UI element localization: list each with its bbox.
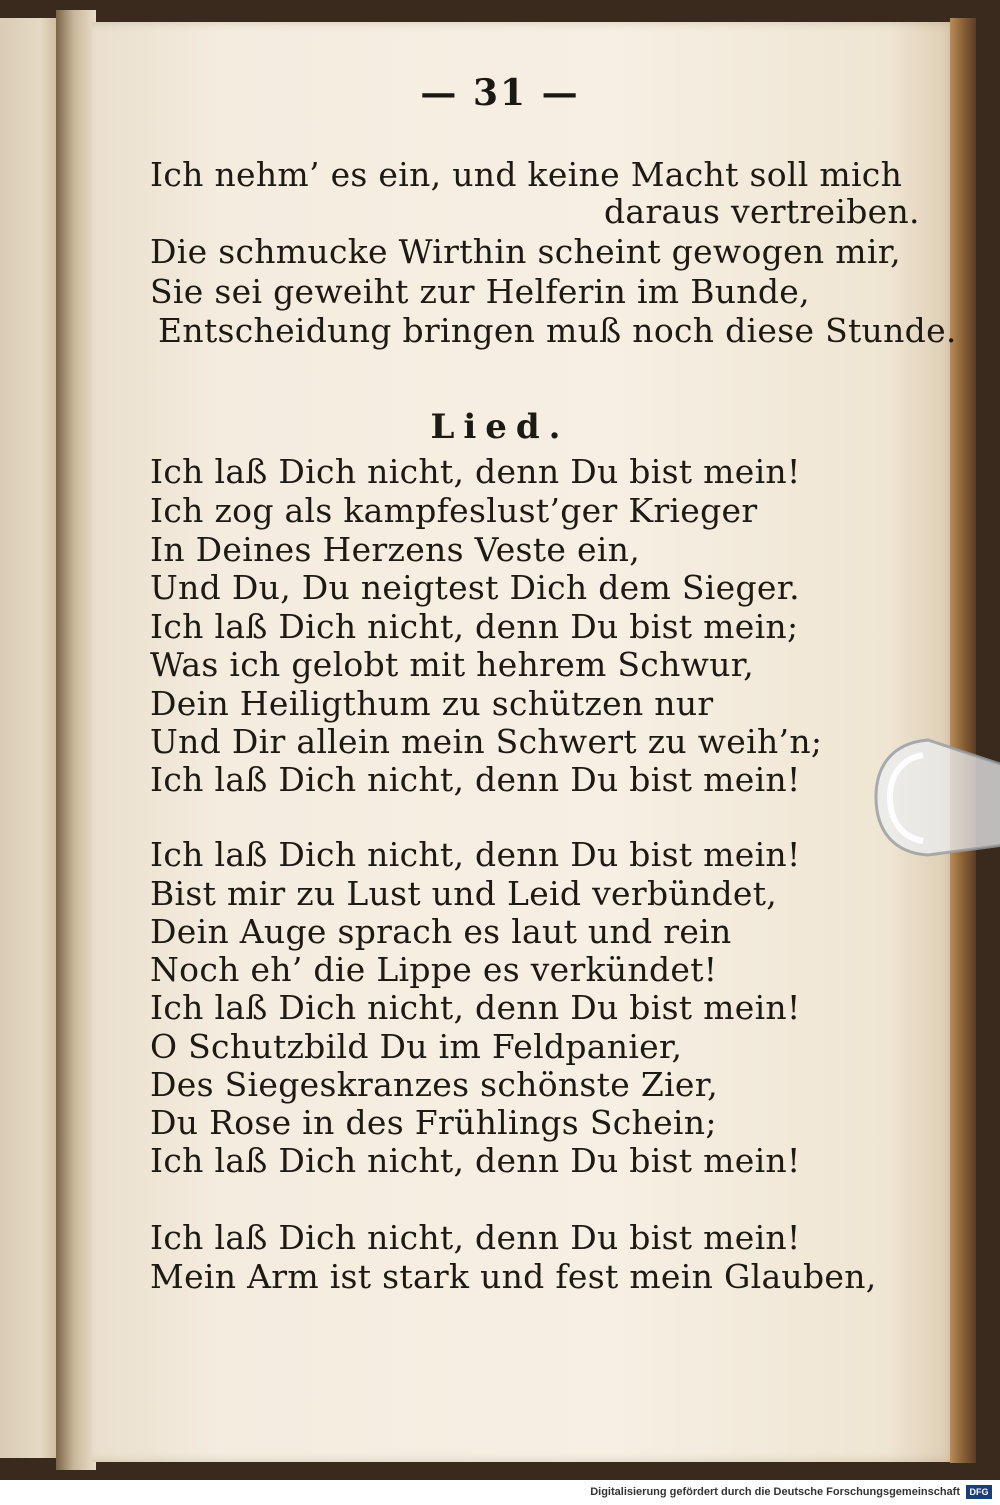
footer-bar [0,1480,1000,1505]
text-line: Ich laß Dich nicht, denn Du bist mein; [150,607,799,646]
text-line: Du Rose in des Frühlings Schein; [150,1103,717,1142]
text-line: Und Dir allein mein Schwert zu weih’n; [150,722,823,761]
page-number: — 31 — [420,72,580,114]
dfg-logo: DFG [966,1485,992,1499]
footer-credit: Digitalisierung gefördert durch die Deutsche Forschungsgemeinschaft [590,1486,960,1498]
text-line: Ich laß Dich nicht, denn Du bist mein! [150,1141,801,1180]
text-line: Dein Auge sprach es laut und rein [150,912,732,951]
text-line: Mein Arm ist stark und fest mein Glauben, [150,1257,877,1296]
text-line: Ich laß Dich nicht, denn Du bist mein! [150,835,801,874]
text-line: In Deines Herzens Veste ein, [150,530,640,569]
page-holder-clip [868,735,1000,860]
text-line: Ich laß Dich nicht, denn Du bist mein! [150,452,801,491]
text-line: Noch eh’ die Lippe es verkündet! [150,950,718,989]
text-line: Entscheidung bringen muß noch diese Stunde. [158,311,957,350]
text-line: Ich laß Dich nicht, denn Du bist mein! [150,760,801,799]
text-line: Ich laß Dich nicht, denn Du bist mein! [150,1218,801,1257]
text-line: Bist mir zu Lust und Leid verbündet, [150,874,778,913]
song-title: Lied. [430,407,570,447]
text-line: Ich zog als kampfeslust’ger Krieger [150,491,758,530]
text-line: Ich laß Dich nicht, denn Du bist mein! [150,988,801,1027]
text-line: Ich nehm’ es ein, und keine Macht soll mich [150,155,903,194]
text-line: Die schmucke Wirthin scheint gewogen mir, [150,232,901,271]
text-line: O Schutzbild Du im Feldpanier, [150,1027,683,1066]
book-gutter [56,10,96,1470]
text-line: Und Du, Du neigtest Dich dem Sieger. [150,568,800,607]
text-line: Des Siegeskranzes schönste Zier, [150,1065,718,1104]
text-line: daraus vertreiben. [604,192,920,231]
text-line: Sie sei geweiht zur Helferin im Bunde, [150,272,810,311]
text-line: Dein Heiligthum zu schützen nur [150,684,714,723]
text-line: Was ich gelobt mit hehrem Schwur, [150,645,754,684]
previous-page-edge [0,18,60,1458]
